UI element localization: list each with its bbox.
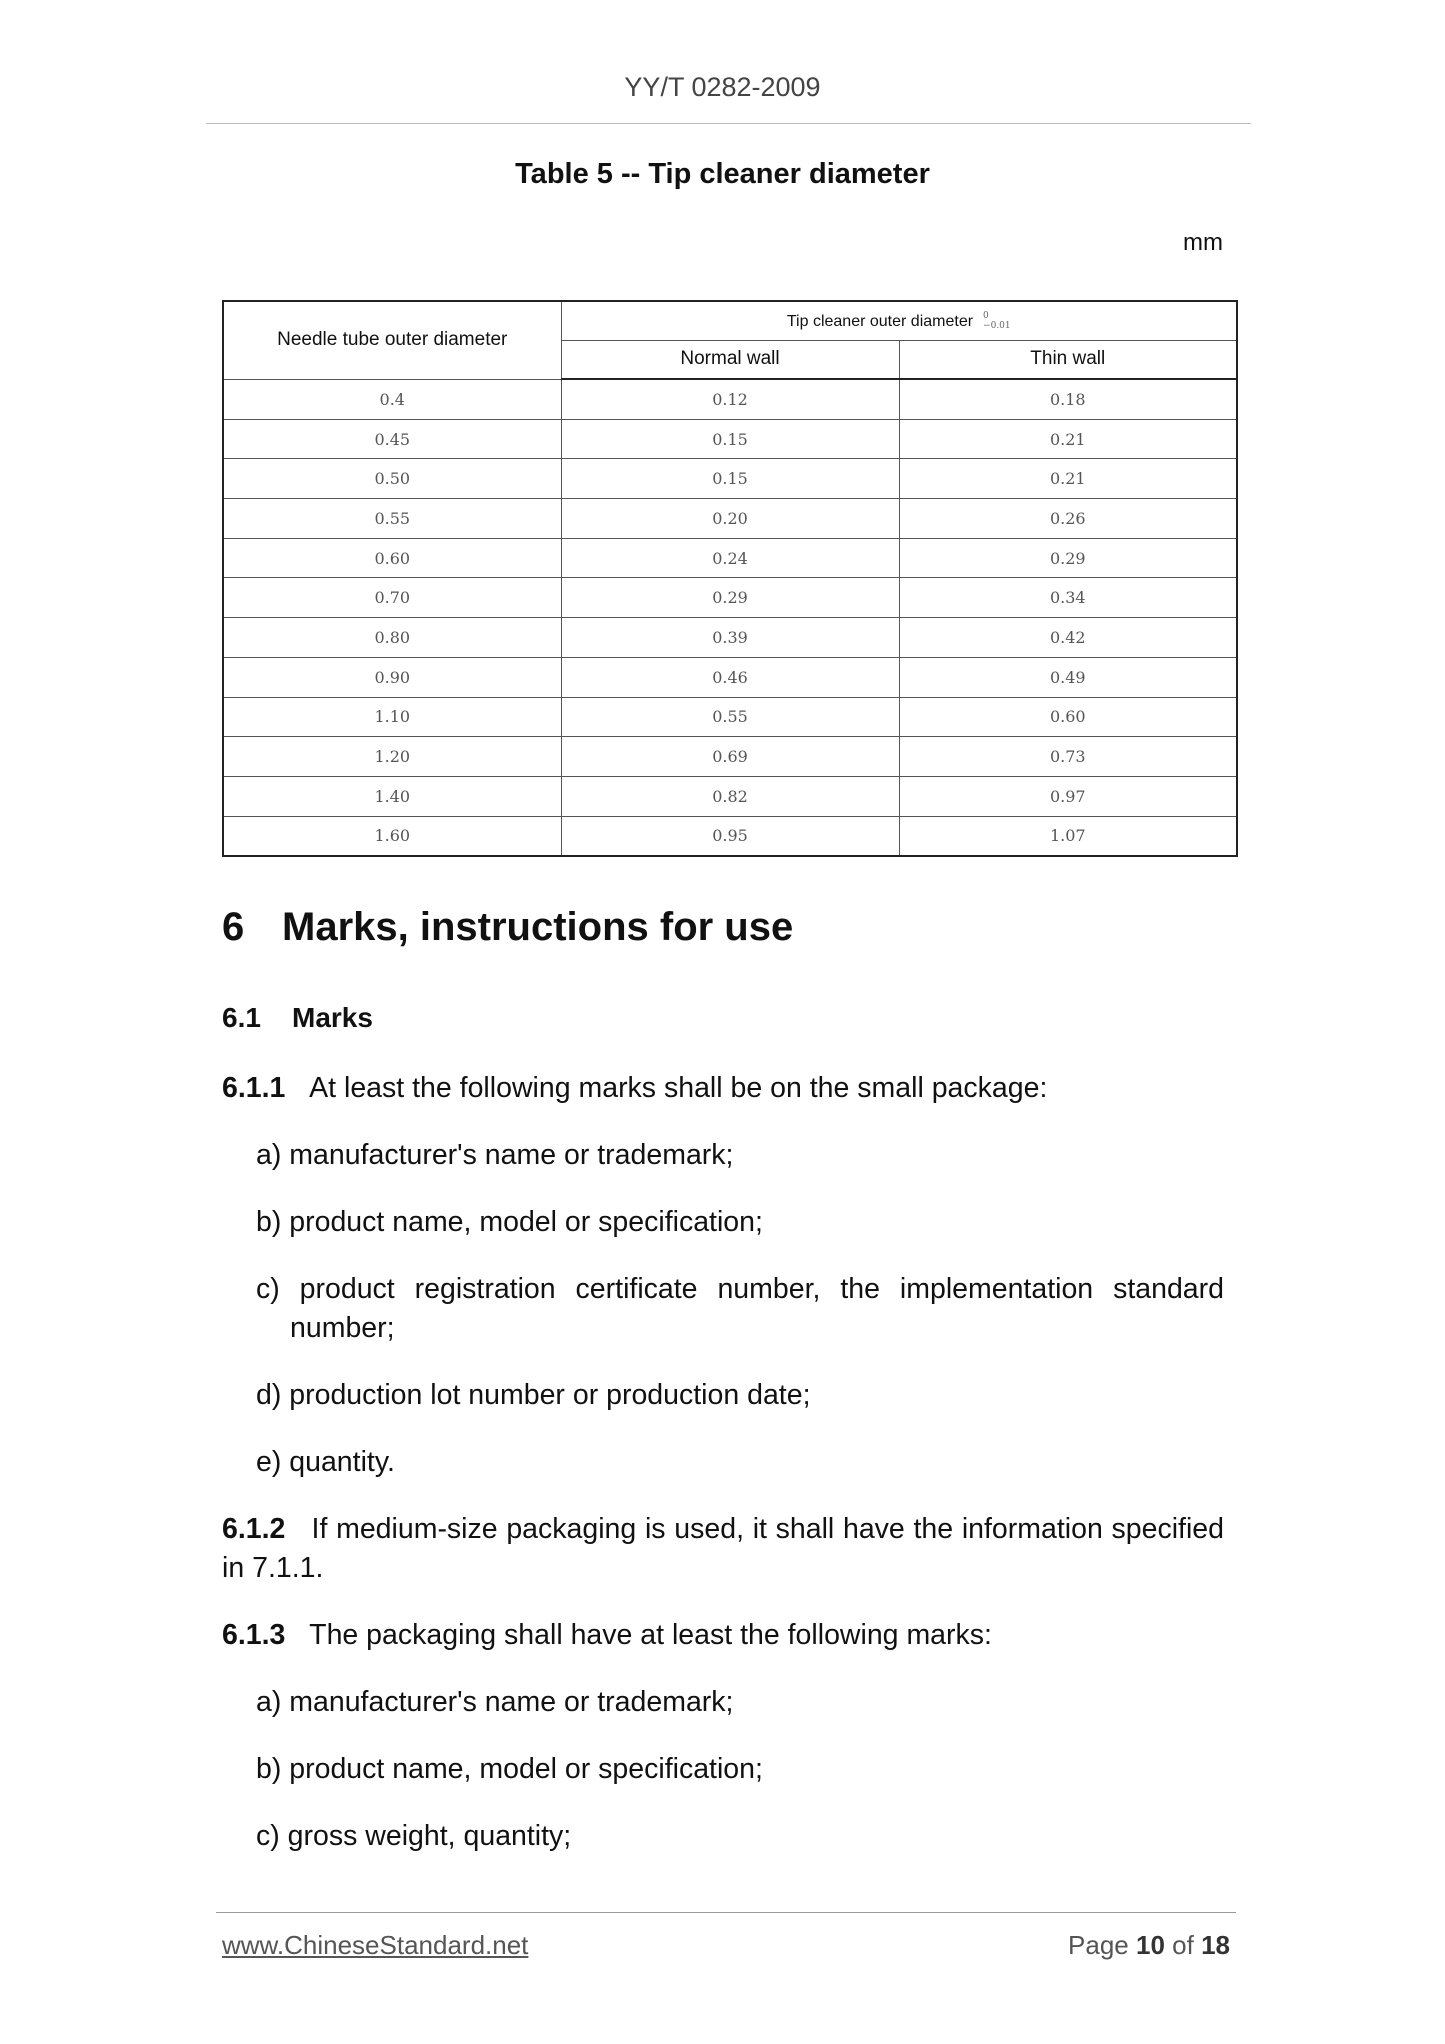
tolerance-upper: 0	[983, 310, 989, 321]
tip-cleaner-table	[222, 300, 1238, 857]
cell-needle: 1.60	[223, 816, 561, 856]
col-header-normal-wall: Normal wall	[561, 340, 899, 379]
cell-normal: 0.20	[561, 499, 899, 539]
cell-normal: 0.12	[561, 379, 899, 419]
page-prefix: Page	[1068, 1930, 1129, 1960]
footer-page-number	[1068, 1930, 1230, 1961]
table-row	[223, 776, 1237, 816]
clause-6-1-3-number: 6.1.3	[222, 1619, 286, 1651]
table-row	[223, 697, 1237, 737]
clause-6-1-3	[222, 1616, 1224, 1655]
cell-thin: 0.42	[899, 618, 1237, 658]
cell-needle: 0.4	[223, 379, 561, 419]
clause-6-1-1-number: 6.1.1	[222, 1072, 286, 1104]
clause-6-1-2-text: If medium-size packaging is used, it shall have the information specified in 7.1.1.	[222, 1513, 1224, 1584]
list-item: d) production lot number or production date;	[256, 1379, 811, 1411]
list-item: c) gross weight, quantity;	[256, 1820, 572, 1852]
table-row	[223, 816, 1237, 856]
cell-needle: 1.20	[223, 737, 561, 777]
cell-normal: 0.82	[561, 776, 899, 816]
cell-normal: 0.29	[561, 578, 899, 618]
cell-needle: 0.55	[223, 499, 561, 539]
list-item: c) product registration certificate number, the implementation standard number;	[256, 1273, 1224, 1344]
cell-needle: 0.80	[223, 618, 561, 658]
header-divider	[206, 123, 1251, 124]
col-header-tip	[561, 301, 1237, 340]
cell-thin: 0.29	[899, 538, 1237, 578]
cell-normal: 0.15	[561, 419, 899, 459]
clause-6-1-1-text: At least the following marks shall be on the small package:	[309, 1072, 1048, 1104]
clause-6-1-1	[222, 1069, 1224, 1108]
cell-thin: 0.18	[899, 379, 1237, 419]
tolerance	[983, 311, 1011, 331]
table-row	[223, 618, 1237, 658]
list-item: b) product name, model or specification;	[256, 1206, 763, 1238]
section-6-title: Marks, instructions for use	[282, 905, 794, 949]
table-row	[223, 657, 1237, 697]
table-row	[223, 737, 1237, 777]
footer-website-link[interactable]: www.ChineseStandard.net	[222, 1930, 529, 1960]
header-standard-code: YY/T 0282-2009	[624, 72, 821, 102]
table-title: Table 5 -- Tip cleaner diameter	[515, 158, 930, 190]
col-header-thin-wall: Thin wall	[899, 340, 1237, 379]
cell-thin: 0.60	[899, 697, 1237, 737]
cell-normal: 0.46	[561, 657, 899, 697]
cell-thin: 1.07	[899, 816, 1237, 856]
cell-thin: 0.49	[899, 657, 1237, 697]
table-unit: mm	[1183, 229, 1223, 256]
cell-normal: 0.15	[561, 459, 899, 499]
page-of: of	[1172, 1930, 1194, 1960]
cell-normal: 0.24	[561, 538, 899, 578]
footer-divider	[216, 1912, 1236, 1913]
table-row	[223, 499, 1237, 539]
cell-thin: 0.21	[899, 459, 1237, 499]
cell-thin: 0.97	[899, 776, 1237, 816]
cell-needle: 0.90	[223, 657, 561, 697]
table-row	[223, 459, 1237, 499]
cell-needle: 1.10	[223, 697, 561, 737]
cell-needle: 0.70	[223, 578, 561, 618]
tolerance-lower: −0.01	[983, 320, 1011, 331]
section-6-1-heading	[222, 1002, 373, 1034]
cell-thin: 0.73	[899, 737, 1237, 777]
cell-needle: 0.60	[223, 538, 561, 578]
clause-6-1-3-text: The packaging shall have at least the following marks:	[309, 1619, 992, 1651]
cell-normal: 0.69	[561, 737, 899, 777]
cell-needle: 0.50	[223, 459, 561, 499]
clause-6-1-2	[222, 1510, 1224, 1588]
table-row	[223, 379, 1237, 419]
col-header-needle: Needle tube outer diameter	[223, 301, 561, 379]
section-6-1-title: Marks	[292, 1002, 373, 1033]
table-row	[223, 538, 1237, 578]
cell-needle: 0.45	[223, 419, 561, 459]
col-header-tip-label: Tip cleaner outer diameter	[786, 312, 974, 330]
list-item: a) manufacturer's name or trademark;	[256, 1139, 734, 1171]
cell-normal: 0.95	[561, 816, 899, 856]
cell-normal: 0.55	[561, 697, 899, 737]
page-total: 18	[1201, 1930, 1230, 1960]
section-6-heading	[222, 905, 793, 950]
section-6-1-number: 6.1	[222, 1002, 261, 1033]
list-item: a) manufacturer's name or trademark;	[256, 1686, 734, 1718]
cell-thin: 0.26	[899, 499, 1237, 539]
cell-thin: 0.21	[899, 419, 1237, 459]
cell-needle: 1.40	[223, 776, 561, 816]
clause-6-1-2-number: 6.1.2	[222, 1513, 286, 1545]
table-row	[223, 419, 1237, 459]
list-item: e) quantity.	[256, 1446, 395, 1478]
cell-thin: 0.34	[899, 578, 1237, 618]
page-current: 10	[1136, 1930, 1165, 1960]
list-item: b) product name, model or specification;	[256, 1753, 763, 1785]
table-row	[223, 578, 1237, 618]
cell-normal: 0.39	[561, 618, 899, 658]
section-6-number: 6	[222, 905, 245, 949]
